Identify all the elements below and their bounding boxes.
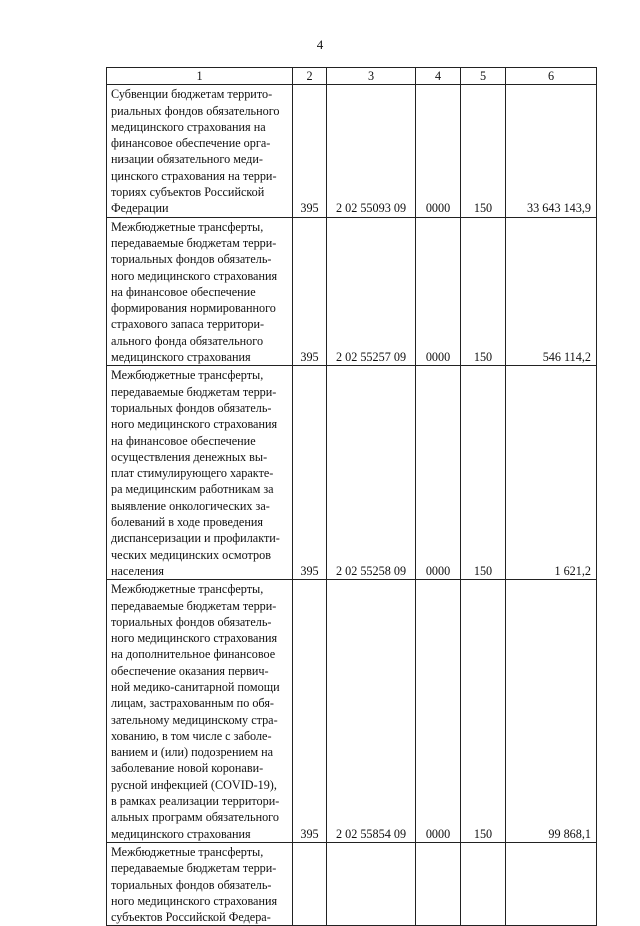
revenue-name-line: ального фонда обязательного [111, 333, 264, 348]
revenue-name-line: ра медицинским работникам за [111, 482, 274, 497]
subtype-code [416, 842, 461, 925]
revenue-name-cell [107, 580, 293, 843]
revenue-name-line: Межбюджетные трансферты, [111, 844, 264, 859]
revenue-name-line: ториях субъектов Российской [111, 185, 265, 200]
revenue-name-line: населения [111, 563, 165, 578]
amount: 99 868,1 [506, 580, 597, 843]
administrator-code: 395 [293, 366, 327, 580]
column-header: 4 [416, 68, 461, 85]
revenue-name-line: ного медицинского страхования [111, 417, 278, 432]
revenue-name-line: хованию, в том числе с заболе- [111, 728, 272, 743]
subtype-code: 0000 [416, 366, 461, 580]
revenue-name-line: ванием и (или) подозрением на [111, 745, 274, 760]
column-header: 5 [461, 68, 506, 85]
revenue-code: 2 02 55854 09 [327, 580, 416, 843]
revenue-name-line: лицам, застрахованным по обя- [111, 696, 274, 711]
revenue-name-line: на финансовое обеспечение [111, 433, 256, 448]
column-header: 2 [293, 68, 327, 85]
revenue-name-line: обеспечение оказания первич- [111, 663, 269, 678]
revenue-name-line: ториальных фондов обязатель- [111, 400, 272, 415]
subtype-code: 0000 [416, 85, 461, 217]
page-number: 4 [316, 37, 324, 52]
revenue-name-line: передаваемые бюджетам терри- [111, 384, 277, 399]
revenue-name-line: низации обязательного меди- [111, 152, 263, 167]
revenue-name-line: диспансеризации и профилакти- [111, 531, 280, 546]
column-header: 6 [506, 68, 597, 85]
table-row [107, 842, 597, 925]
revenue-name-line: финансовое обеспечение орга- [111, 136, 271, 151]
subtype-code: 0000 [416, 580, 461, 843]
revenue-name-line: ториальных фондов обязатель- [111, 252, 272, 267]
revenue-name-line: риальных фондов обязательного [111, 103, 280, 118]
revenue-name-line: осуществления денежных вы- [111, 449, 268, 464]
table-row [107, 366, 597, 580]
revenue-name-line: ного медицинского страхования [111, 893, 278, 908]
classification-code [461, 842, 506, 925]
column-number-header-row [107, 68, 597, 85]
revenue-name-line: Федерации [111, 201, 169, 216]
revenue-name-line: медицинского страхования [111, 350, 251, 365]
administrator-code: 395 [293, 217, 327, 366]
amount [506, 842, 597, 925]
classification-code: 150 [461, 217, 506, 366]
revenue-name-line: передаваемые бюджетам терри- [111, 598, 277, 613]
revenue-code: 2 02 55093 09 [327, 85, 416, 217]
administrator-code: 395 [293, 580, 327, 843]
amount: 33 643 143,9 [506, 85, 597, 217]
column-header: 1 [107, 68, 293, 85]
revenue-name-line: зательному медицинскому стра- [111, 712, 278, 727]
revenue-name-line: альных программ обязательного [111, 810, 279, 825]
revenue-name-line: Межбюджетные трансферты, [111, 219, 264, 234]
revenue-code: 2 02 55257 09 [327, 217, 416, 366]
column-header: 3 [327, 68, 416, 85]
revenue-code: 2 02 55258 09 [327, 366, 416, 580]
revenue-name-line: ческих медицинских осмотров [111, 547, 271, 562]
revenue-name-cell [107, 85, 293, 217]
amount: 1 621,2 [506, 366, 597, 580]
revenue-name-line: Межбюджетные трансферты, [111, 368, 264, 383]
revenue-name-line: субъектов Российской Федера- [111, 910, 271, 925]
subtype-code: 0000 [416, 217, 461, 366]
revenue-name-line: Межбюджетные трансферты, [111, 582, 264, 597]
revenue-name-line: формирования нормированного [111, 301, 276, 316]
table-row [107, 217, 597, 366]
revenue-name-line: на финансовое обеспечение [111, 284, 256, 299]
revenue-name-line: медицинского страхования [111, 826, 251, 841]
revenue-name-cell [107, 366, 293, 580]
revenue-name-line: ного медицинского страхования [111, 631, 278, 646]
revenue-name-line: цинского страхования на терри- [111, 168, 277, 183]
administrator-code: 395 [293, 85, 327, 217]
table-row [107, 580, 597, 843]
classification-code: 150 [461, 366, 506, 580]
revenue-name-line: страхового запаса территори- [111, 317, 265, 332]
revenue-name-line: Субвенции бюджетам террито- [111, 87, 273, 102]
revenue-name-line: заболевание новой коронави- [111, 761, 264, 776]
revenue-code [327, 842, 416, 925]
classification-code: 150 [461, 85, 506, 217]
revenue-name-line: медицинского страхования на [111, 119, 266, 134]
revenue-name-line: русной инфекцией (COVID-19), [111, 777, 277, 792]
revenue-name-line: ториальных фондов обязатель- [111, 614, 272, 629]
revenue-name-line: плат стимулирующего характе- [111, 466, 274, 481]
revenue-name-line: передаваемые бюджетам терри- [111, 861, 277, 876]
classification-code: 150 [461, 580, 506, 843]
amount: 546 114,2 [506, 217, 597, 366]
budget-revenue-table [106, 67, 597, 926]
revenue-name-line: передаваемые бюджетам терри- [111, 235, 277, 250]
revenue-name-line: на дополнительное финансовое [111, 647, 276, 662]
revenue-name-line: ной медико-санитарной помощи [111, 679, 280, 694]
revenue-name-line: выявление онкологических за- [111, 498, 270, 513]
revenue-name-line: ного медицинского страхования [111, 268, 278, 283]
table-row [107, 85, 597, 217]
administrator-code [293, 842, 327, 925]
revenue-name-line: в рамках реализации территори- [111, 794, 280, 809]
revenue-name-cell [107, 842, 293, 925]
revenue-name-line: болеваний в ходе проведения [111, 515, 263, 530]
revenue-name-cell [107, 217, 293, 366]
revenue-name-line: ториальных фондов обязатель- [111, 877, 272, 892]
